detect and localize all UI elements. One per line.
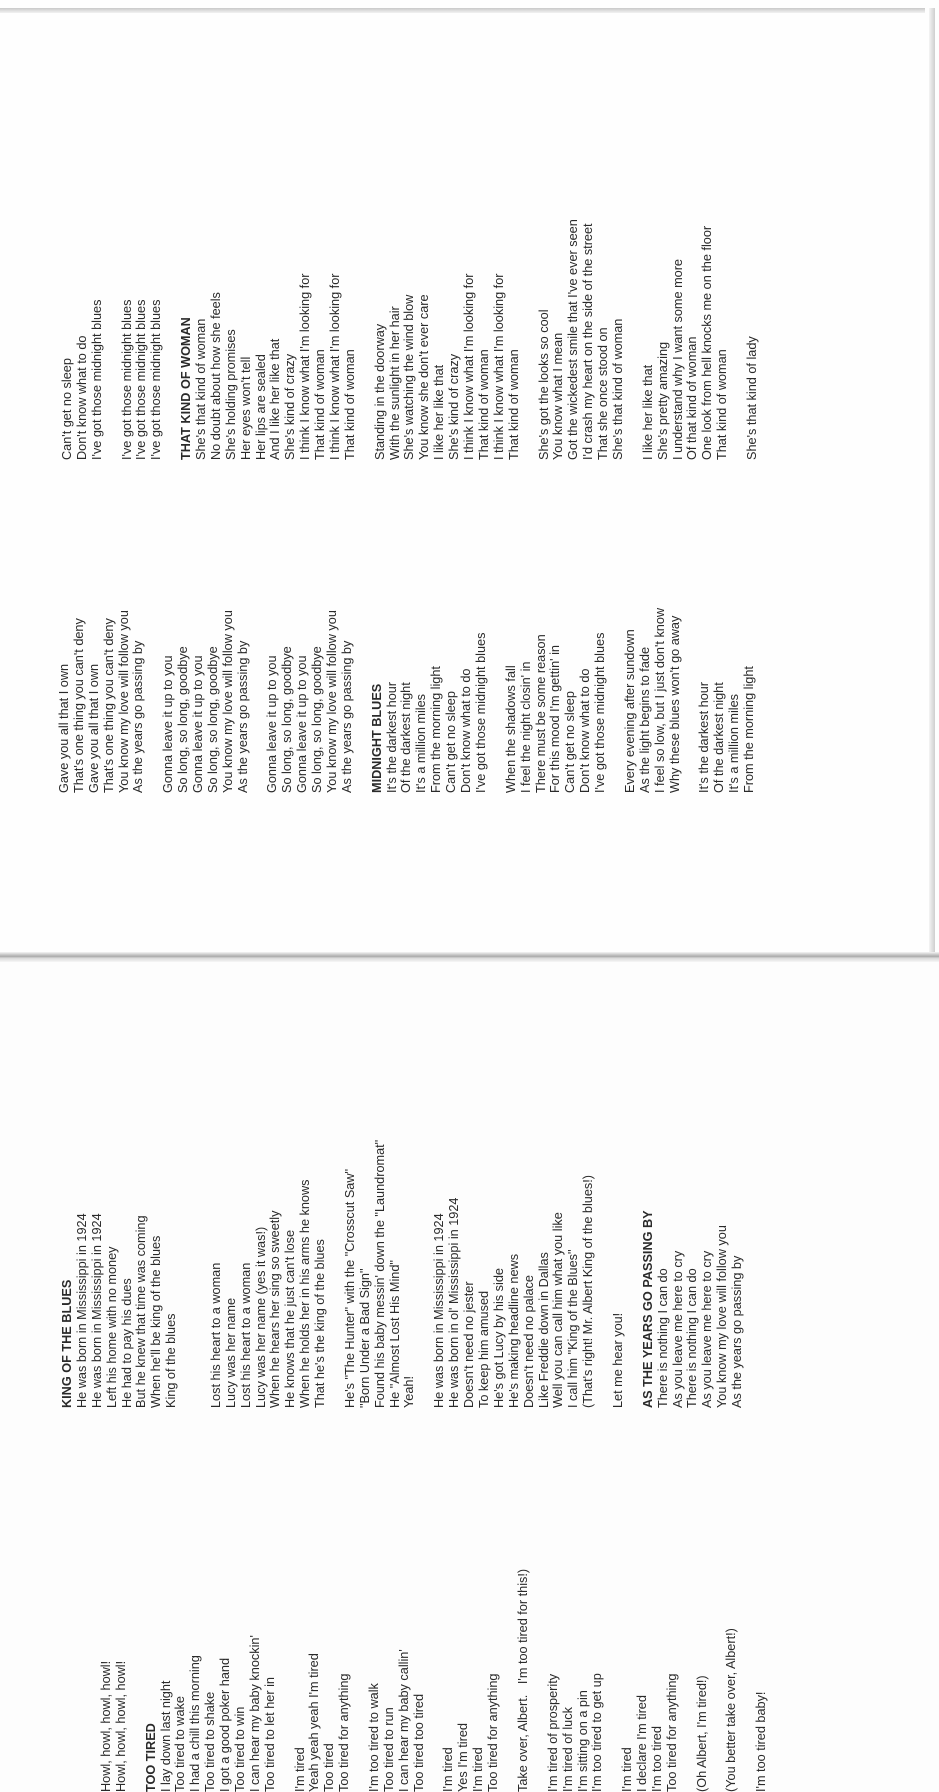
lyric-line: Let me hear you! <box>610 1312 625 1408</box>
lyric-line: Gave you all that I own <box>57 663 71 793</box>
song-title: MIDNIGHT BLUES <box>369 683 384 793</box>
lyric-line: King of the blues <box>164 1313 179 1408</box>
stanza-break <box>605 1569 620 1792</box>
lyric-line: I'm tired <box>620 1747 635 1792</box>
lyric-line: I'm tired <box>471 1747 486 1792</box>
lyric-line: I call him "King of the Blues" <box>566 1249 581 1408</box>
lyric-line: He was born in Mississippi in 1924 <box>432 1213 447 1408</box>
stanza-break <box>608 608 623 793</box>
lyric-line: Too tired for anything <box>486 1673 501 1792</box>
lyric-line: You know she don't ever care <box>417 294 432 460</box>
lyric-line: Yeah yeah yeah I'm tired <box>307 1653 322 1792</box>
lyric-line: He knows that he just can't lose <box>283 1229 298 1408</box>
lyric-line: As the years go passing by <box>730 1255 745 1408</box>
lyric-line: He had to pay his dues <box>119 1278 134 1408</box>
lyric-line: (Oh Albert, I'm tired!) <box>694 1675 709 1792</box>
stanza-break <box>355 608 370 793</box>
lyric-line: She's pretty amazing <box>655 341 670 460</box>
lyric-line: Can't get no sleep <box>563 691 578 793</box>
stanza-break <box>596 1140 611 1408</box>
lyric-line: Don't know what to do <box>74 335 89 460</box>
lyric-line: There is nothing I can do <box>655 1268 670 1408</box>
lyric-line: Gonna leave it up to you <box>295 655 310 793</box>
lyrics-column-that-kind-of-woman <box>60 219 760 460</box>
lyric-line: I'm too tired to get up <box>590 1673 605 1792</box>
lyric-line: That's one thing you can't deny <box>101 618 116 793</box>
stanza-break <box>730 219 745 460</box>
lyric-line: I've got those midnight blues <box>119 299 134 460</box>
lyric-line: I'm tired of luck <box>560 1707 575 1792</box>
lyric-line: That's one thing you can't deny <box>71 618 86 793</box>
lyric-line: From the morning light <box>741 666 756 793</box>
lyric-line: Her lips are sealed <box>253 354 268 460</box>
lyric-line: I understand why I want some more <box>670 259 685 460</box>
lyric-line: It's the darkest hour <box>384 681 399 793</box>
page-edge-right <box>929 8 935 958</box>
lyric-line: He's making headline news <box>506 1253 521 1408</box>
lyric-line: She's kind of crazy <box>283 353 298 460</box>
lyrics-column-king-of-the-blues <box>60 1140 745 1408</box>
lyric-line: Lucy was her name (yes it was!) <box>253 1226 268 1408</box>
lyric-line: And I like her like that <box>268 338 283 460</box>
song-title: TOO TIRED <box>143 1723 158 1792</box>
lyric-line: "Born Under a Bad Sign" <box>357 1268 372 1408</box>
stanza-break <box>358 219 373 460</box>
lyric-line: I've got those midnight blues <box>134 299 149 460</box>
lyric-line: I lay down last night <box>158 1680 173 1792</box>
lyric-line: Gonna leave it up to you <box>161 655 176 793</box>
lyric-line: He's "The Hunter" with the "Crosscut Saw" <box>342 1168 357 1408</box>
lyric-line: When he hears her sing so sweetly <box>268 1210 283 1408</box>
lyric-line: As the years go passing by <box>131 640 146 793</box>
lyric-line: Of that kind of woman <box>685 336 700 460</box>
lyric-line: It's a million miles <box>414 693 429 793</box>
lyric-line: I can hear my baby callin' <box>396 1649 411 1792</box>
lyric-line: As the years go passing by <box>235 640 250 793</box>
lyric-line: Gave you all that I own <box>86 663 101 793</box>
lyric-line: He was born in Mississippi in 1924 <box>74 1213 89 1408</box>
lyric-line: When he'll be king of the blues <box>149 1235 164 1408</box>
page-edge-shadow <box>0 8 925 13</box>
lyric-line: Yes I'm tired <box>456 1723 471 1792</box>
stanza-break <box>522 219 537 460</box>
lyric-line: Too tired for anything <box>664 1673 679 1792</box>
lyric-line: I like her like that <box>432 364 447 460</box>
lyric-line: I've got those midnight blues <box>593 632 608 793</box>
lyric-line: Too tired to win <box>233 1706 248 1792</box>
lyric-line: Too tired to wake <box>173 1696 188 1792</box>
lyric-line: Take over, Albert. I'm too tired for this!) <box>515 1568 530 1792</box>
lyric-line: As you leave me here to cry <box>670 1250 685 1408</box>
lyric-line: Doesn't need no jester <box>462 1281 477 1408</box>
lyric-line: I can hear my baby knockin' <box>247 1635 262 1792</box>
stanza-break <box>278 1569 293 1792</box>
stanza-break <box>682 608 697 793</box>
lyric-line: Too tired to let her in <box>262 1677 277 1792</box>
lyric-line: You know what I mean <box>551 332 566 460</box>
lyric-line: I'm sitting on a pin <box>575 1690 590 1792</box>
stanza-break <box>626 1140 641 1408</box>
lyric-line: Too tired to run <box>381 1707 396 1792</box>
lyric-line: She's watching the wind blow <box>402 294 417 460</box>
lyric-line: He was born in ol' Mississippi in 1924 <box>447 1197 462 1408</box>
lyric-line: Lucy was her name <box>223 1297 238 1408</box>
lyric-line: You know my love will follow you <box>220 610 235 793</box>
lyric-line: Doesn't need no palace <box>521 1275 536 1408</box>
lyric-line: I'm tired of prosperity <box>545 1673 560 1792</box>
lyric-line: When he holds her in his arms he knows <box>298 1179 313 1408</box>
lyric-line: But he knew that time was coming <box>134 1215 149 1408</box>
lyric-line: You know my love will follow you <box>325 610 340 793</box>
stanza-break <box>531 1569 546 1792</box>
lyric-line: Well you can call him what you like <box>551 1212 566 1408</box>
lyric-line: Too tired to shake <box>203 1691 218 1792</box>
lyric-line: Howl, howl, howl, howl! <box>99 1660 113 1792</box>
lyric-line: She's kind of crazy <box>447 353 462 460</box>
stanza-break <box>146 608 161 793</box>
lyric-line: You know my love will follow you <box>116 610 131 793</box>
lyric-line: I had a chill this morning <box>188 1655 203 1792</box>
lyric-line: One look from hell knocks me on the floor <box>700 225 715 460</box>
lyric-line: That she once stood on <box>596 327 611 460</box>
lyric-line: Found his baby messin' down the "Laundromat" <box>372 1139 387 1408</box>
lyric-line: There is nothing I can do <box>685 1268 700 1408</box>
lyric-line: Can't get no sleep <box>444 691 459 793</box>
stanza-break <box>194 1140 209 1408</box>
stanza-break <box>105 219 120 460</box>
lyric-line: Of the darkest night <box>399 682 414 793</box>
lyric-line: (That's right! Mr. Albert King of the blues!) <box>581 1174 596 1408</box>
lyric-line: I'm too tired to walk <box>367 1683 382 1792</box>
lyric-line: I'm too tired baby! <box>754 1691 769 1792</box>
lyric-line: Every evening after sundown <box>622 629 637 793</box>
lyric-line: So long, so long, goodbye <box>205 646 220 793</box>
lyric-line: I declare I'm tired <box>635 1695 650 1792</box>
stanza-break <box>710 1569 725 1792</box>
lyric-line: Like Freddie down in Dallas <box>536 1252 551 1408</box>
lyric-line: For this mood I'm gettin' in <box>548 645 563 793</box>
lyric-line: Too tired for anything <box>337 1673 352 1792</box>
lyric-line: That kind of woman <box>476 349 491 460</box>
lyric-line: I've got those midnight blues <box>149 299 164 460</box>
lyric-line: So long, so long, goodbye <box>310 646 325 793</box>
lyric-line: I like her like that <box>640 364 655 460</box>
lyric-line: I've got those midnight blues <box>89 299 104 460</box>
lyric-line: That he's the king of the blues <box>313 1239 328 1408</box>
lyric-line: Can't get no sleep <box>60 358 74 460</box>
lyric-line: You know my love will follow you <box>715 1225 730 1408</box>
lyric-line: Of the darkest night <box>712 682 727 793</box>
lyric-line: So long, so long, goodbye <box>280 646 295 793</box>
lyric-line: When the shadows fall <box>503 665 518 793</box>
lyric-line: I think I know what I'm looking for <box>298 273 313 460</box>
lyric-line: I think I know what I'm looking for <box>328 273 343 460</box>
stanza-break <box>739 1569 754 1792</box>
lyric-line: I feel so low, but I just don't know <box>652 607 667 793</box>
lyric-line: That kind of woman <box>506 349 521 460</box>
stanza-break <box>251 608 266 793</box>
lyric-line: Don't know what to do <box>459 668 474 793</box>
lyric-line: She's that kind of lady <box>744 336 759 460</box>
lyric-line: So long, so long, goodbye <box>176 646 191 793</box>
lyric-line: Her eyes won't tell <box>238 356 253 460</box>
lyric-line: With the sunlight in her hair <box>387 306 402 460</box>
lyric-line: Gonna leave it up to you <box>191 655 206 793</box>
stanza-break <box>680 1569 695 1792</box>
lyric-line: It's the darkest hour <box>697 681 712 793</box>
lyrics-column-too-tired <box>99 1569 769 1792</box>
song-title: AS THE YEARS GO PASSING BY <box>640 1210 655 1408</box>
lyric-line: No doubt about how she feels <box>208 292 223 460</box>
stanza-break <box>328 1140 343 1408</box>
lyric-line: (You better take over, Albert!) <box>724 1628 739 1792</box>
lyric-line: Yeah! <box>402 1376 417 1408</box>
lyric-line: Why these blues won't go away <box>667 615 682 793</box>
lyric-line: I'm tired <box>441 1747 456 1792</box>
lyric-line: He was born in Mississippi in 1924 <box>89 1213 104 1408</box>
lyric-line: She's that kind of woman <box>194 318 209 460</box>
lyric-line: I feel the night closin' in <box>518 661 533 793</box>
lyric-line: Howl, howl, howl, howl! <box>113 1660 128 1792</box>
lyric-line: He "Almost Lost His Mind" <box>387 1260 402 1408</box>
song-title: THAT KIND OF WOMAN <box>179 317 194 460</box>
stanza-break <box>129 1569 144 1792</box>
lyric-line: She's holding promises <box>223 329 238 460</box>
lyric-line: That kind of woman <box>715 349 730 460</box>
lyric-line: From the morning light <box>429 666 444 793</box>
lyric-line: To keep him amused <box>476 1290 491 1408</box>
lyric-line: She's that kind of woman <box>610 318 625 460</box>
lyric-line: I think I know what I'm looking for <box>462 273 477 460</box>
lyric-line: As you leave me here to cry <box>700 1250 715 1408</box>
lyric-line: Lost his heart to a woman <box>208 1262 223 1408</box>
lyric-line: Too tired too tired <box>411 1693 426 1792</box>
lyrics-column-midnight-blues <box>57 608 757 793</box>
lyric-line: I've got those midnight blues <box>473 632 488 793</box>
lyric-line: Don't know what to do <box>578 668 593 793</box>
lyric-line: It's a million miles <box>727 693 742 793</box>
lyric-line: Too tired <box>322 1743 337 1792</box>
lyric-line: That kind of woman <box>342 349 357 460</box>
song-title: KING OF THE BLUES <box>60 1279 74 1408</box>
lyric-line: He's got Lucy by his side <box>491 1268 506 1408</box>
stanza-break <box>352 1569 367 1792</box>
stanza-break <box>164 219 179 460</box>
booklet-fold <box>0 952 939 962</box>
stanza-break <box>179 1140 194 1408</box>
lyric-line: She's got the looks so cool <box>536 309 551 460</box>
stanza-break <box>427 1569 442 1792</box>
lyric-line: As the light begins to fade <box>637 646 652 793</box>
lyric-line: Left his home with no money <box>104 1246 119 1408</box>
lyric-line: I'm too tired <box>649 1726 664 1792</box>
lyric-line: Standing in the doorway <box>372 323 387 460</box>
lyric-line: There must be some reason <box>533 634 548 793</box>
lyric-line: I think I know what I'm looking for <box>491 273 506 460</box>
stanza-break <box>417 1140 432 1408</box>
lyric-line: I'm tired <box>292 1747 307 1792</box>
lyric-line: Lost his heart to a woman <box>238 1262 253 1408</box>
lyric-line: Gonna leave it up to you <box>265 655 280 793</box>
lyric-line: That kind of woman <box>313 349 328 460</box>
stanza-break <box>501 1569 516 1792</box>
lyric-line: I'd crash my heart on the side of the street <box>581 223 596 460</box>
lyric-line: Got the wickedest smile that I've ever seen <box>566 219 581 460</box>
stanza-break <box>626 219 641 460</box>
lyric-line: As the years go passing by <box>339 640 354 793</box>
stanza-break <box>489 608 504 793</box>
lyric-line: I got a good poker hand <box>218 1657 233 1792</box>
